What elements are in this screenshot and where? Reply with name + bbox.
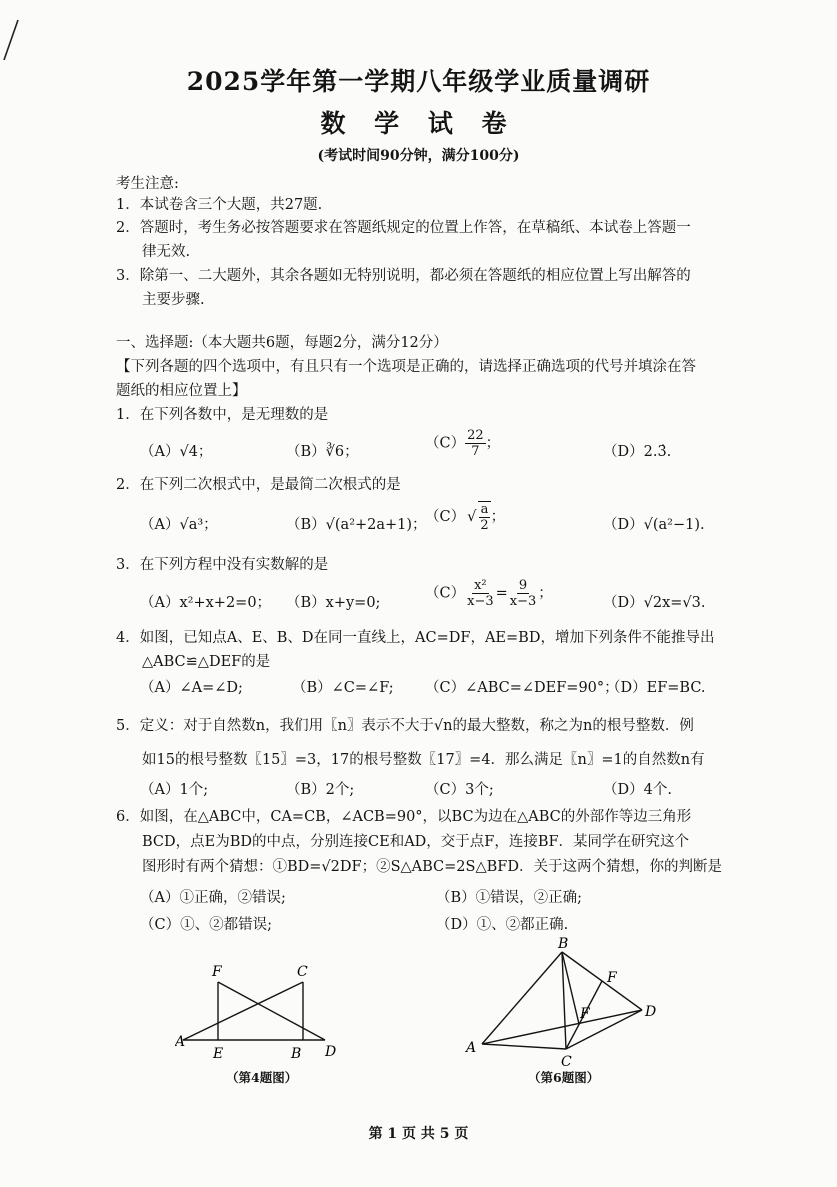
page-footer: 第 1 页 共 5 页 — [368, 1126, 469, 1142]
q2-option-c-label: （C） — [425, 509, 466, 525]
q2-option-a: （A）√a³； — [140, 517, 218, 533]
q3-option-a: （A）x²+x+2=0； — [140, 595, 272, 611]
section1-heading: 一、选择题:（本大题共6题，每题2分，满分12分） — [116, 335, 448, 351]
fig4-segment-FD — [218, 982, 325, 1040]
fig4-label-E: E — [213, 1046, 224, 1062]
q1-stem: 1．在下列各数中，是无理数的是 — [116, 407, 329, 423]
q4-option-a: （A）∠A=∠D; — [140, 680, 243, 696]
fig4-label-D: D — [325, 1044, 337, 1060]
q6-stem-1: 6．如图，在△ABC中，CA=CB，∠ACB=90°，以BC为边在△ABC的外部作等边三角形 — [116, 809, 692, 825]
notice-item-3: 3．除第一、二大题外，其余各题如无特别说明，都必须在答题纸的相应位置上写出解答的 — [116, 268, 691, 284]
q3-right-numerator: 9 — [518, 578, 528, 593]
fig6-label-F: F — [580, 1006, 590, 1022]
q6-option-b: （B）①错误，②正确; — [436, 890, 583, 906]
q5-stem-2: 如15的根号整数〖15〗=3，17的根号整数〖17〗=4．那么满足〖n〗=1的自然数n有 — [142, 752, 705, 768]
fig6-label-B: B — [558, 936, 569, 952]
figure-4-caption: （第4题图） — [226, 1070, 298, 1085]
section1-instruction-1: 【下列各题的四个选项中，有且只有一个选项是正确的，请选择正确选项的代号并填涂在答 — [116, 359, 696, 375]
q6-stem-3: 图形时有两个猜想：①BD=√2DF；②S△ABC=2S△BFD．关于这两个猜想，你的判断是 — [142, 859, 722, 875]
q3-option-d: （D）√2x=√3. — [603, 595, 706, 611]
figure-6 — [462, 936, 692, 1071]
exam-subtitle: 数 学 试 卷 — [320, 109, 517, 138]
q4-stem-2: △ABC≌△DEF的是 — [142, 654, 271, 670]
q5-option-b: （B）2个; — [286, 782, 355, 798]
exam-info: (考试时间90分钟，满分100分) — [317, 148, 520, 164]
fig6-label-C: C — [561, 1054, 572, 1070]
q3-fraction-right — [508, 578, 539, 609]
q2-c-numerator: a — [480, 502, 489, 517]
notice-heading: 考生注意: — [116, 176, 179, 192]
q2-option-b: （B）√(a²+2a+1)； — [286, 517, 427, 533]
fig4-label-C: C — [297, 964, 308, 980]
q5-option-a: （A）1个; — [140, 782, 209, 798]
q5-option-c: （C）3个; — [425, 782, 494, 798]
q3-left-denominator: x−3 — [467, 594, 494, 609]
q6-stem-2: BCD，点E为BD的中点，分别连接CE和AD，交于点F，连接BF．某同学在研究这个 — [142, 834, 690, 850]
q3-fraction-left — [465, 578, 496, 609]
q1-option-c-fraction — [465, 428, 486, 459]
q4-option-b: （B）∠C=∠F; — [292, 680, 394, 696]
q4-option-c: （C）∠ABC=∠DEF=90°； — [425, 680, 619, 696]
fig4-segment-AC — [183, 982, 303, 1040]
margin-slash-mark — [0, 18, 22, 62]
q4-stem-1: 4．如图，已知点A、E、B、D在同一直线上，AC=DF，AE=BD，增加下列条件不能推导出 — [116, 630, 715, 646]
notice-item-3-cont: 主要步骤. — [142, 292, 205, 308]
fig6-segment-AC — [482, 1044, 566, 1049]
q1-option-c — [425, 428, 500, 459]
q6-option-d: （D）①、②都正确. — [436, 917, 569, 933]
q1-option-b: （B）∛6； — [286, 444, 359, 460]
q3-option-c-tail: ； — [538, 585, 553, 602]
fig6-segment-AD — [482, 1010, 642, 1044]
q1-c-numerator: 22 — [467, 428, 484, 443]
q3-option-c — [425, 578, 553, 609]
fig6-label-A: A — [466, 1040, 477, 1056]
notice-item-2-cont: 律无效. — [142, 244, 191, 260]
q2-option-c-fraction — [478, 501, 490, 533]
q1-option-c-tail: ； — [485, 435, 501, 452]
q3-option-c-label: （C） — [425, 585, 466, 602]
q1-option-d: （D）2.3̇. — [603, 444, 672, 460]
figure-6-caption: （第6题图） — [528, 1070, 600, 1085]
q6-option-c: （C）①、②都错误; — [140, 917, 272, 933]
section1-instruction-2: 题纸的相应位置上】 — [116, 383, 247, 399]
q3-right-denominator: x−3 — [509, 594, 537, 609]
fig6-label-D: D — [645, 1004, 657, 1020]
figure-4 — [175, 960, 345, 1065]
q3-option-b: （B）x+y=0; — [286, 595, 381, 611]
q4-option-d: （D）EF=BC. — [606, 680, 706, 696]
fig6-label-E: F — [607, 970, 617, 986]
q2-option-c: （C） √ $\frac{a}{2}$ ； — [425, 502, 506, 533]
q1-option-c-label: （C） — [425, 435, 466, 452]
notice-item-1: 1．本试卷含三个大题，共27题. — [116, 197, 323, 213]
q2-option-d: （D）√(a²−1). — [603, 517, 705, 533]
q1-c-denominator: 7 — [471, 444, 480, 459]
q3-left-numerator: x² — [474, 578, 487, 593]
q2-stem: 2．在下列二次根式中，是最简二次根式的是 — [116, 477, 401, 493]
q3-stem: 3．在下列方程中没有实数解的是 — [116, 557, 329, 573]
q6-option-a: （A）①正确，②错误; — [140, 890, 286, 906]
notice-item-2: 2．答题时，考生务必按答题要求在答题纸规定的位置上作答，在草稿纸、本试卷上答题一 — [116, 220, 691, 236]
q3-equals: = — [495, 585, 508, 602]
fig4-label-A: A — [175, 1034, 186, 1050]
q5-option-d: （D）4个. — [603, 782, 672, 798]
q1-option-a: （A）√4； — [140, 444, 213, 460]
q5-stem-1: 5．定义：对于自然数n，我们用〖n〗表示不大于√n的最大整数，称之为n的根号整数．例 — [116, 718, 694, 734]
fig4-label-F: F — [212, 964, 222, 980]
exam-title: 2025学年第一学期八年级学业质量调研 — [186, 67, 651, 96]
fig4-label-B: B — [291, 1046, 302, 1062]
q2-option-c-tail: ； — [490, 509, 506, 525]
q2-c-denominator: 2 — [480, 518, 489, 533]
